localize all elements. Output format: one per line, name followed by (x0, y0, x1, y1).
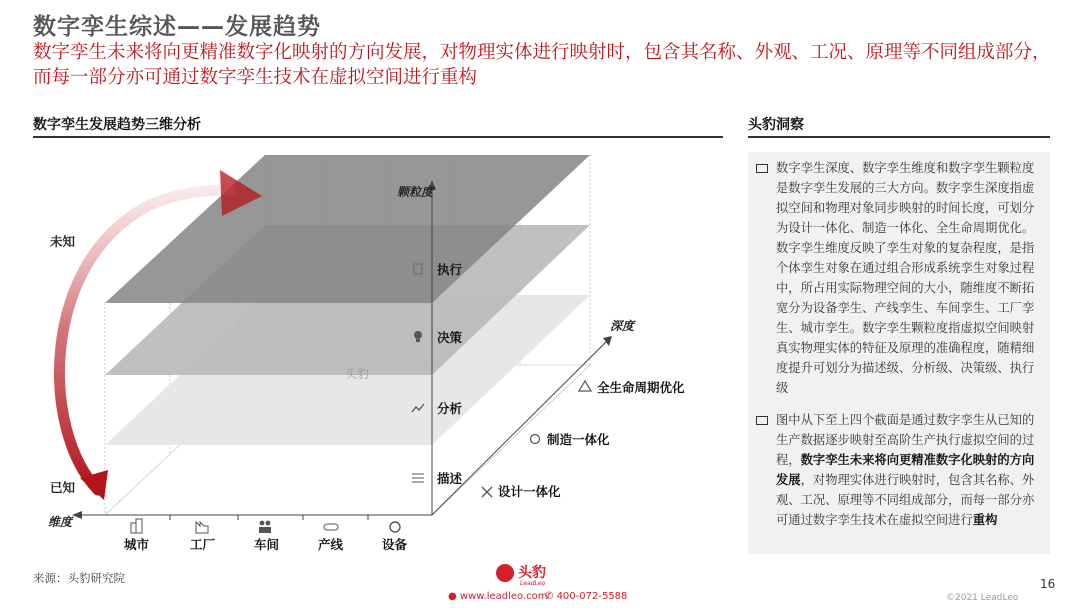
diagram-section-title: 数字孪生发展趋势三维分析 (33, 117, 201, 133)
phone-number: ✆ 400-072-5588 (545, 591, 628, 602)
depth-manufacturing (531, 432, 611, 447)
insight-bullet-1 (756, 158, 1040, 398)
right-divider (748, 136, 1050, 138)
three-dimension-diagram (0, 140, 720, 560)
city-icon (131, 519, 142, 533)
svg-text:设计一体化: 设计一体化 (498, 485, 561, 499)
svg-text:产线: 产线 (318, 538, 344, 552)
svg-text:分析: 分析 (437, 402, 463, 416)
svg-text:设备: 设备 (382, 538, 408, 552)
lightbulb-icon (414, 331, 422, 339)
insight-panel (748, 152, 1050, 554)
phone-icon: ✆ (545, 591, 557, 602)
insight-text-1: 数字孪生深度、数字孪生维度和数字孪生颗粒度是数字孪生发展的三大方向。数字孪生深度指虚拟空间和物理对象同步映射的时间长度，可划分为设计一体化、制造一体化、全生命周期优化。数字孪生维度反映了孪生对象的复杂程度，是指个体孪生对象在通过组合形成系统孪生对象过程中，所占用实际物理空间的大小，随维度不断拓宽分为设备孪生、产线孪生、车间孪生、工厂孪生、城市孪生。数字孪生颗粒度指虚拟空间映射真实物理实体的特征及原理的准确程度，随精细度提升可划分为描述级、分析级、决策级、执行级 (776, 161, 1035, 395)
page-subtitle: 数字孪生未来将向更精准数字化映射的方向发展，对物理实体进行映射时，包含其名称、外观、工况、原理等不同组成部分，而每一部分亦可通过数字孪生技术在虚拟空间进行重构 (33, 42, 1051, 88)
left-divider (33, 136, 723, 138)
cycle-icon (579, 381, 591, 391)
svg-text:工厂: 工厂 (190, 538, 216, 552)
brand-logo: 头豹 (518, 565, 546, 581)
checkbox-icon (756, 164, 768, 173)
dimension-factory (190, 522, 216, 552)
workers-icon (259, 521, 271, 533)
svg-text:全生命周期优化: 全生命周期优化 (597, 381, 685, 395)
gears-icon (531, 435, 540, 444)
copyright: ©2021 LeadLeo (946, 593, 1019, 603)
insight-text-2: 图中从下至上四个截面是通过数字孪生从已知的生产数据逐步映射至高阶生产执行虚拟空间的过程，数字孪生未来将向更精准数字化映射的方向发展，对物理实体进行映射时，包含其名称、外观、工况、原理等不同组成部分，而每一部分亦可通过数字孪生技术在虚拟空间进行重构 (776, 413, 1035, 527)
checkbox-icon (756, 416, 768, 425)
factory-icon (196, 522, 208, 533)
depth-design (482, 484, 561, 499)
svg-text:城市: 城市 (124, 538, 150, 552)
watermark: 头豹 (345, 367, 370, 381)
dimension-city (124, 519, 150, 552)
source-note: 来源：头豹研究院 (33, 571, 125, 585)
dimension-workshop (254, 521, 280, 552)
insight-bullet-2 (756, 410, 1040, 530)
dimension-device (382, 522, 408, 552)
axis-dimension-label: 维度 (48, 515, 73, 529)
dimension-line (318, 524, 344, 552)
gear-icon (390, 522, 400, 532)
axis-granularity-label: 颗粒度 (397, 185, 434, 199)
globe-icon: ● (448, 591, 460, 602)
svg-text:执行: 执行 (437, 263, 463, 277)
page-number: 16 (1040, 577, 1056, 591)
conveyor-icon (324, 524, 338, 530)
insight-section-title: 头豹洞察 (748, 117, 804, 133)
svg-text:决策: 决策 (437, 331, 463, 345)
known-label: 已知 (50, 481, 76, 495)
axis-depth-label: 深度 (610, 319, 635, 333)
svg-text:制造一体化: 制造一体化 (547, 433, 610, 447)
svg-text:描述: 描述 (437, 472, 463, 486)
svg-text:车间: 车间 (254, 538, 280, 552)
page-title: 数字孪生综述——发展趋势 (33, 14, 321, 40)
depth-lifecycle (579, 380, 685, 395)
tools-icon (482, 487, 492, 497)
leopard-logo-icon (496, 564, 514, 582)
dimension-axis-arrow (72, 511, 82, 519)
unknown-label: 未知 (50, 235, 76, 249)
brand-logo-sub: LeadLeo (520, 580, 546, 587)
website-link[interactable]: ● www.leadleo.com (448, 591, 548, 602)
depth-axis-arrow (603, 336, 612, 346)
